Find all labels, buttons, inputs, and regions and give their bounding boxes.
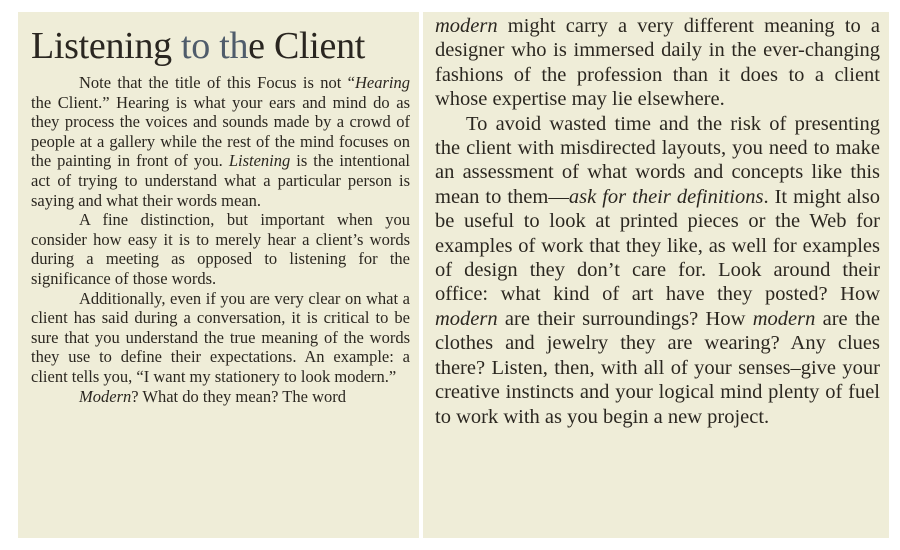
paragraph-text: are their surroundings? How (497, 307, 753, 330)
paragraph-text: Note that the title of this Focus is not “ (79, 73, 355, 92)
italic-term: ask for their definitions (568, 185, 764, 208)
italic-term: Listening (228, 151, 291, 171)
article-title (31, 24, 410, 68)
paragraph-text: ? What do they mean? The word (131, 386, 346, 406)
left-column (18, 12, 419, 538)
title-part-3: e Client (248, 25, 366, 67)
paragraph-text: are the clothes and jewelry they are wearing? Any clues there? Listen, then, with all of your senses–give your creative instincts and your logical mind plenty of fuel to work with as you begin a new project. (435, 307, 880, 428)
paragraph-hearing-vs-listening (31, 73, 410, 210)
italic-term: Hearing (355, 73, 410, 92)
paragraph-text: To avoid wasted time and the risk of presenting the client with misdirected layouts, you need to make an assessment of what words and concepts like this mean to them— (435, 112, 880, 208)
italic-term: modern (435, 307, 498, 330)
paragraph-modern-meaning (435, 14, 880, 112)
paragraph-additionally: Additionally, even if you are very clear on what a client has said during a conversation, it is critical to be sure that you understand the true meaning of the words they use to define their expectations. An example: a client tells you, “I want my stationery to look modern.” (31, 288, 410, 386)
right-column (423, 12, 889, 538)
italic-term: modern (752, 307, 816, 330)
paragraph-fine-distinction: A fine distinction, but important when you consider how easy it is to merely hear a client’s words during a meeting as opposed to listening for the significance of those words. (31, 210, 410, 288)
paragraph-text: might carry a very different meaning to a designer who is immersed daily in the ever-changing fashions of the profession than it does to a client whose expertise may lie elsewhere. (435, 15, 880, 111)
paragraph-modern-question (31, 387, 410, 407)
title-part-2: to th (181, 25, 249, 67)
italic-term: modern (435, 15, 498, 37)
title-part-1: Listening (31, 25, 182, 67)
italic-term: Modern (79, 386, 132, 406)
paragraph-avoid-wasted-time (435, 112, 880, 429)
paragraph-text: . It might also be useful to look at printed pieces or the Web for examples of work that they like, as well for examples of design they don’t care for. Look around their office: what kind of art have they posted? How (435, 185, 880, 306)
paragraph-text: is the intentional act of trying to understand what a particular person is saying and what their words mean. (31, 151, 411, 210)
paragraph-text: the Client.” Hearing is what your ears and mind do as they process the voices and sounds made by a crowd of people at a gallery while the rest of the mind focuses on the painting in front of you. (31, 92, 410, 171)
